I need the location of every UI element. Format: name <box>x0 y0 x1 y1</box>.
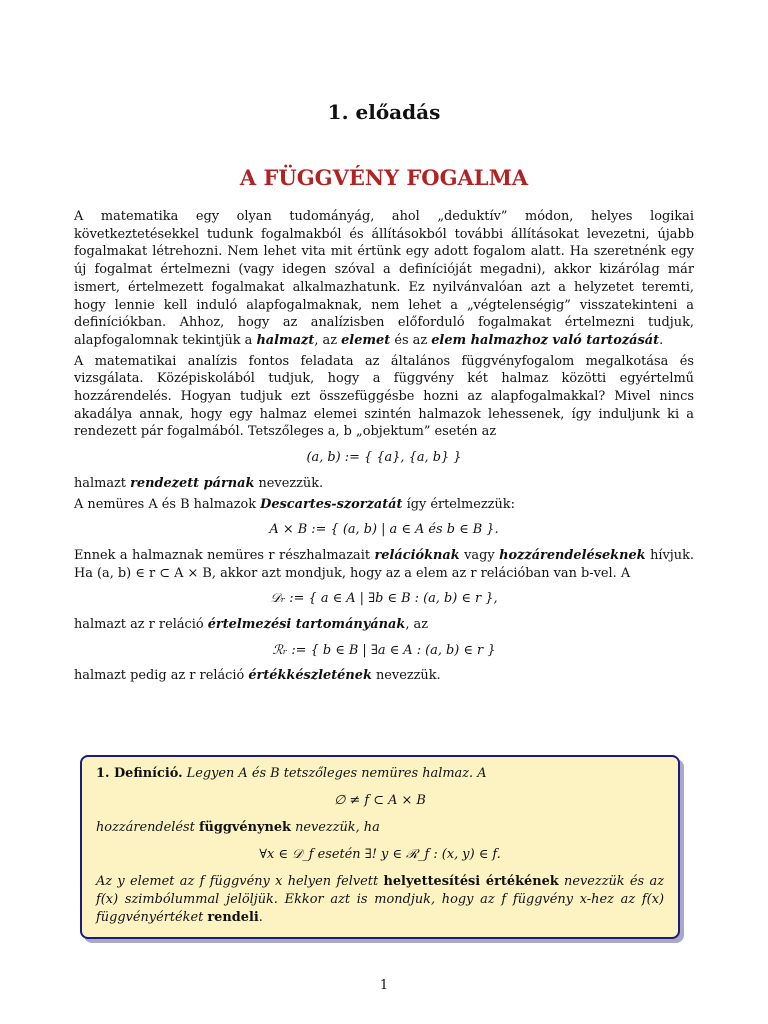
paragraph-text: nevezzük. <box>254 475 324 491</box>
paragraph-text: nevezzük. <box>371 668 441 684</box>
paragraph-domain <box>74 616 694 634</box>
formula-cartesian-product: A × B := { (a, b) | a ∈ A és b ∈ B }. <box>269 522 499 538</box>
definition-text: nevezzük és az f(x) szimbólummal jelöljük. Ekkor azt is mondjuk, hogy az f függvény x-hez az f(x) függvényértéket <box>96 874 664 925</box>
paragraph-text: A matematika egy olyan tudományág, ahol „deduktív” módon, helyes logikai következtetésekkel tudunk fogalmakból és állításokból további állításokat levezetni, újabb fogalmakat létrehozni. Nem lehet vita mit értünk egy adott fogalom alatt. Ha szeretnénk egy új fogalmat értelmezni (vagy idegen szóval a definícióját megadni), akkor kizárólag már ismert, értelmezett fogalmakat alkalmazhatunk. Ez nyilvánvalóan azt a helyzetet teremti, hogy lennie kell induló alapfogalmaknak, nem lehet a „végtelenségig” visszatekinteni a definíciókban. Ahhoz, hogy az analízisben előforduló fogalmakat értelmezni tudjuk, alapfogalomnak tekintjük a <box>74 209 694 348</box>
paragraph-text: halmazt pedig az r reláció <box>74 668 249 684</box>
paragraph-text: hívjuk. Ha (a, b) ∈ r ⊂ A × B, akkor azt mondjuk, hogy az a elem az r relációban van b-vel. A <box>74 547 694 581</box>
definition-label: 1. Definíció. <box>96 766 183 781</box>
term-elem: elemet <box>341 332 391 348</box>
page-title: A FÜGGVÉNY FOGALMA <box>239 165 529 190</box>
definition-line-3 <box>96 873 664 927</box>
term-ertelmezesi-tartomany: értelmezési tartományának <box>207 617 406 633</box>
term-helyettesitesi-ertek: helyettesítési értékének <box>383 874 559 889</box>
term-tartozas: elem halmazhoz való tartozását <box>431 332 660 348</box>
paragraph-text: , az <box>314 332 342 348</box>
paragraph-cartesian <box>74 496 694 514</box>
main-text <box>74 208 694 688</box>
term-rendezett-par: rendezett párnak <box>130 475 255 491</box>
definition-line-2 <box>96 819 664 837</box>
term-descartes: Descartes-szorzatát <box>260 496 403 512</box>
definition-text: nevezzük, ha <box>290 820 380 835</box>
definition-text: . <box>258 910 263 925</box>
term-relacio: relációknak <box>374 547 460 563</box>
term-hozzarendeles: hozzárendeléseknek <box>499 547 646 563</box>
paragraph-text: vagy <box>459 547 500 563</box>
paragraph-text: halmazt <box>74 475 131 491</box>
term-fuggveny: függvénynek <box>198 820 291 835</box>
paragraph-ordered-pair <box>74 475 694 493</box>
paragraph-text: . <box>659 332 664 348</box>
paragraph-text: így értelmezzük: <box>402 496 515 512</box>
paragraph-text: A nemüres A és B halmazok <box>74 496 261 512</box>
page-number: 1 <box>379 978 389 993</box>
definition-text: Legyen A és B tetszőleges nemüres halmaz. A <box>182 766 487 781</box>
term-ertekkeszlet: értékkészletének <box>248 668 372 684</box>
definition-box <box>80 755 680 939</box>
definition-text: hozzárendelést <box>96 820 199 835</box>
lecture-number: 1. előadás <box>327 100 441 124</box>
paragraph-text: , az <box>405 617 428 633</box>
paragraph-text: Ennek a halmaznak nemüres r részhalmazait <box>74 547 375 563</box>
paragraph-relation <box>74 547 694 582</box>
paragraph-intro <box>74 208 694 350</box>
paragraph-range <box>74 667 694 685</box>
paragraph-function-concept: A matematikai analízis fontos feladata az általános függvényfogalom megalkotása és vizsgálata. Középiskolából tudjuk, hogy a függvény két halmaz közötti egyértelmű hozzárendelés. Hogyan tudjuk ezt összefüggésbe hozni az alapfogalmakkal? Mivel nincs akadálya annak, hogy egy halmaz elemei szintén halmazok lehessenek, így induljunk ki a rendezett pár fogalmából. Tetszőleges a, b „objektum” esetén az <box>74 353 694 440</box>
formula-ordered-pair: (a, b) := { {a}, {a, b} } <box>306 450 462 466</box>
term-rendeli: rendeli <box>207 910 259 925</box>
definition-formula-subset: ∅ ≠ f ⊂ A × B <box>334 793 426 808</box>
formula-domain: 𝒟ᵣ := { a ∈ A | ∃b ∈ B : (a, b) ∈ r }, <box>270 591 498 607</box>
definition-text: Az y elemet az f függvény x helyen felvett <box>96 874 384 889</box>
paragraph-text: és az <box>390 332 432 348</box>
formula-range: ℛᵣ := { b ∈ B | ∃a ∈ A : (a, b) ∈ r } <box>272 642 496 658</box>
paragraph-text: halmazt az r reláció <box>74 617 208 633</box>
definition-intro <box>96 765 664 783</box>
definition-formula-unique: ∀x ∈ 𝒟_f esetén ∃! y ∈ ℛ_f : (x, y) ∈ f. <box>259 847 501 862</box>
term-halmaz: halmazt <box>256 332 315 348</box>
